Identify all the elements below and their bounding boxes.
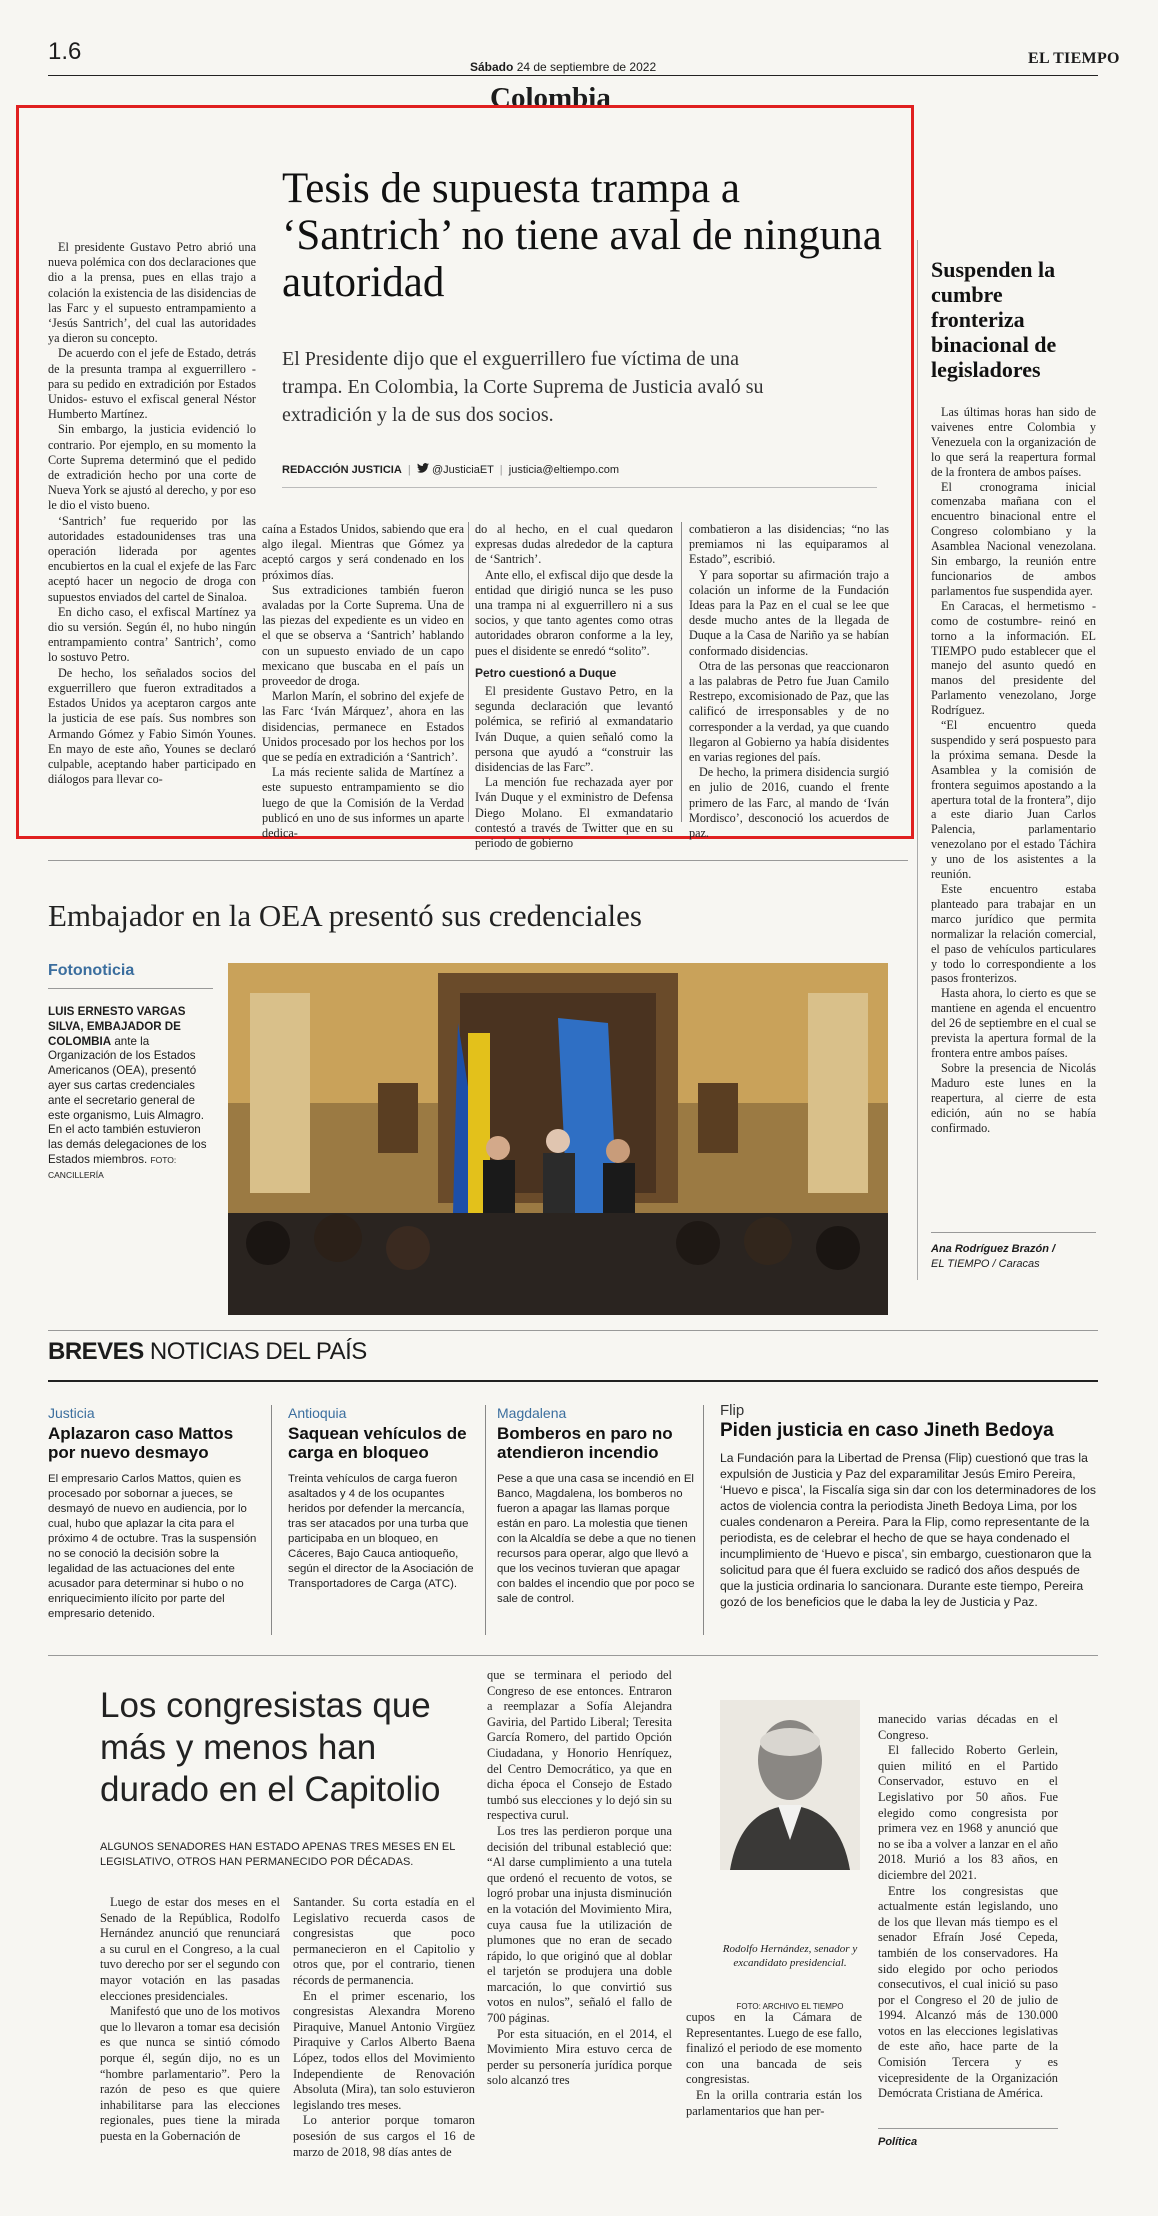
paragraph: En Caracas, el hermetismo -como de costumbre- reinó en torno a la información. EL TIEMPO pudo establecer que el manejo del asunto quedó en manos del presidente del Parlamento venezolano, Jorge Rodríguez.: [931, 598, 1096, 718]
paragraph: El fallecido Roberto Gerlein, quien militó en el Partido Conservador, estuvo en el Legislativo por 50 años. Fue elegido como congresista por primera vez en 1968 y anunció que no se iba a volver a lanzar en el año 2018. Murió a los 83 años, en diciembre del 2021.: [878, 1743, 1058, 1882]
breve-kicker: Justicia: [48, 1405, 95, 1421]
kicker-rule: [48, 988, 213, 989]
main-col-3: [475, 522, 673, 851]
photo-story-rule: [48, 860, 908, 861]
breve-title: Piden justicia en caso Jineth Bedoya: [720, 1420, 1054, 1441]
congress-headline: Los congresistas que más y menos han durado en el Capitolio: [100, 1686, 441, 1809]
twitter-link[interactable]: @JusticiaET: [431, 464, 494, 476]
photo-story-headline: Embajador en la OEA presentó sus credenciales: [48, 898, 642, 933]
paragraph: “El encuentro queda suspendido y será pospuesto para la próxima semana. Desde la Asamblea y la comisión de frontera seguimos apostando a la apertura total de la frontera”, dijo a este diario Juan Carlos Palencia, parlamentario venezolano por el estado Táchira y uno de los asistentes a la reunión.: [931, 718, 1096, 882]
paragraph: En la orilla contraria están los parlamentarios que han per-: [686, 2087, 862, 2118]
paragraph: En el primer escenario, los congresistas Alexandra Moreno Piraquive, Manuel Antonio Virgüez Piraquive y Carlos Alberto Baena López, todos ellos del Movimiento Independiente de Renovación Absoluta (Mira), tan solo estuvieron legislando tres meses.: [293, 1988, 475, 2112]
breve-kicker: Flip: [720, 1402, 745, 1419]
page-number: 1.6: [48, 38, 82, 65]
paragraph: Sus extradiciones también fueron avaladas por la Corte Suprema. Una de las piezas del expediente es un video en el que se observa a ‘Santrich’ hablando con un supuesto enviado de un capo mexicano que buscaba en el país un proveedor de droga.: [262, 582, 464, 689]
paragraph: Manifestó que uno de los motivos que lo llevaron a tomar esa decisión es que nunca se sintió cómodo porque él, según dijo, no es un “hombre parlamentario”. Pero la razón de peso es que quiere inhabilitarse para las elecciones regionales, pues tiene la mirada puesta en la Gobernación de: [100, 2004, 280, 2143]
main-col-4: [689, 522, 889, 841]
breve-item: [497, 1405, 697, 1607]
header-rule: [48, 75, 1098, 76]
byline: REDACCIÓN JUSTICIA: [282, 464, 402, 476]
paragraph: El presidente Gustavo Petro, en la segunda declaración que levantó polémica, se refirió al exmandatario Iván Duque, a quien señaló como la persona que ayudó a “construir las disidencias de las Farc”.: [475, 684, 673, 775]
breves-top-rule: [48, 1330, 1098, 1331]
side-author-rule: [931, 1232, 1096, 1233]
paragraph: Sin embargo, la justicia evidenció lo contrario. Por ejemplo, en su momento la Corte Suprema determinó que el pedido de extradición hecho por una corte de Nueva York se ajustó al derecho, y por eso le dio el visto bueno.: [48, 422, 256, 513]
breves-title-bold: BREVES: [48, 1338, 144, 1365]
paragraph: Santander. Su corta estadía en el Legislativo recuerda casos de congresistas que poco permanecieron en el Capitolio y otros que, por el contrario, tienen récords de permanencia.: [293, 1895, 475, 1987]
paragraph: De acuerdo con el jefe de Estado, detrás de la presunta trampa al exguerrillero -para su pedido en extradición por Estados Unidos- estuvo el exfiscal general Néstor Humberto Martínez.: [48, 346, 256, 422]
date-text: 24 de septiembre de 2022: [516, 60, 657, 74]
email-link[interactable]: justicia@eltiempo.com: [508, 464, 619, 476]
photo-caption: [48, 1005, 213, 1183]
section-title: Colombia: [490, 82, 611, 114]
paragraph: Luego de estar dos meses en el Senado de la República, Rodolfo Hernández anunció que renunciará a su curul en el Congreso, a la cual tuvo derecho por ser el segundo con mayor votación en las pasadas elecciones presidenciales.: [100, 1895, 280, 2003]
breve-divider: [271, 1405, 272, 1635]
paragraph: Por esta situación, en el 2014, el Movimiento Mira estuvo cerca de perder su personería jurídica porque solo alcanzó tres: [487, 2026, 672, 2088]
paragraph: caína a Estados Unidos, sabiendo que era algo ilegal. Mientras que Gómez ya aceptó cargos y será condenado en los próximos días.: [262, 522, 464, 582]
breve-kicker: Magdalena: [497, 1405, 567, 1421]
congress-col-3: [487, 1668, 672, 2089]
paragraph: La mención fue rechazada ayer por Iván Duque y el exministro de Defensa Diego Molano. El exmandatario contestó a través de Twitter que en su periodo de gobierno: [475, 775, 673, 851]
paragraph: El cronograma inicial comenzaba mañana con el encuentro binacional entre el Congreso colombiano y la Asamblea Nacional venezolana. Sin embargo, la reunión entre funcionarios de ambos parlamentos fue suspendida ayer.: [931, 479, 1096, 598]
paragraph: Sobre la presencia de Nicolás Maduro este lunes en la reapertura, al cierre de esta edición, aún no se había confirmado.: [931, 1060, 1096, 1135]
breve-divider: [485, 1405, 486, 1635]
breve-item: [288, 1405, 478, 1592]
paragraph: De hecho, la primera disidencia surgió en julio de 2016, cuando el frente primero de las Farc, al mando de ‘Iván Mordisco’, desconoció los acuerdos de paz.: [689, 765, 889, 841]
congress-col-5: [878, 1712, 1058, 2102]
breve-text: El empresario Carlos Mattos, quien es procesado por sobornar a jueces, se desmayó de nuevo en audiencia, por lo cual, hubo que aplazar la cita para el próximo 4 de octubre. Tras la suspensión no se conoció la decisión sobre la legalidad de las actuaciones del ente acusador para determinar si hubo o no enriquecimiento ilícito por parte del empresario detenido.: [48, 1473, 257, 1620]
breve-item-featured: [720, 1402, 1098, 1610]
byline-separator: |: [496, 464, 506, 476]
portrait-illustration: [720, 1700, 860, 1870]
paragraph: Entre los congresistas que actualmente están legislando, uno de los que llevan más tiempo es el senador Efraín José Cepeda, también de los conservadores. Ha sido elegido por ocho periodos consecutivos, el cual inició su paso por el Congreso el 20 de julio de 1994. Alcanzó más de 130.000 votos en las elecciones legislativas de este año, hace parte de la Comisión Tercera y es vicepresidente de la Organización Demócrata Cristiana de América.: [878, 1883, 1058, 2101]
main-col-2: [262, 522, 464, 841]
oas-photo-illustration: [228, 963, 888, 1315]
main-col-1: [48, 240, 256, 787]
breve-text: La Fundación para la Libertad de Prensa (Flip) cuestionó que tras la expulsión de Justicia y Paz del exparamilitar Jesús Emiro Pereira, ‘Huevo e pisca’, la Fiscalía siga sin dar con los determinadores de los actos de violencia contra la periodista Jineth Bedoya Lima, por los cuales condenaron a Pereira. Para la Flip, como representante de la periodista, es de celebrar el hecho de que se haya condenado el incumplimiento de ‘Huevo e pisca’, sin embargo, cuestionaron que la solicitud para que él fuera excluido se radicó dos años después de que la justicia ordinaria lo sancionara. Durante este tiempo, Pereira gozó de los beneficios que le daba la ley de Justicia y Paz.: [720, 1451, 1096, 1609]
breve-text: Pese a que una casa se incendió en El Banco, Magdalena, los bomberos no fueron a apagar las llamas porque están en paro. La molestia que tienen con la Alcaldía se debe a que no tienen recursos para operar, algo que llevó a que los vecinos tuvieran que apagar con baldes el incendio que por poco se sale de control.: [497, 1473, 696, 1605]
paragraph: En dicho caso, el exfiscal Martínez ya dio su versión. Según él, no hubo ningún entrampamiento contra’ Santrich’, como lo sostuvo Petro.: [48, 604, 256, 665]
oas-photo: [228, 963, 888, 1315]
congress-col-4: [686, 2010, 862, 2119]
main-headline: Tesis de supuesta trampa a ‘Santrich’ no tiene aval de ninguna autoridad: [282, 165, 882, 306]
breves-title-rest: NOTICIAS DEL PAÍS: [149, 1338, 367, 1365]
paragraph: que se terminara el periodo del Congreso de ese entonces. Entraron a reemplazar a Sofía Alejandra Gaviria, del Partido Liberal; Teresita García Romero, del partido Opción Ciudadana, y Honorio Henríquez, del Centro Democrático, ya que en dicha época el Consejo de Estado tumbó sus elecciones y lo dejó sin su respectiva curul.: [487, 1668, 672, 1823]
breve-item: [48, 1405, 258, 1622]
breve-divider: [703, 1405, 704, 1635]
paragraph: Los tres las perdieron porque una decisión del tribunal estableció que: “Al darse cumplimiento a una tutela que ordenó el recuento de votos, se logró probar una injusta disminución en la votación del Movimiento Mira, cuya causa fue la utilización de plumones que no eran de secado rápido, lo que originó que al doblar el tarjetón se produjera una doble marcación, lo que convirtió sus votos en nulos”, señaló el fallo de 700 páginas.: [487, 1823, 672, 2026]
breve-kicker: Antioquia: [288, 1405, 347, 1421]
paragraph: manecido varias décadas en el Congreso.: [878, 1712, 1058, 1742]
caption-text: ante la Organización de los Estados Americanos (OEA), presentó ayer sus cartas credenciales ante el secretario general de este organismo, Luis Almagro. En el acto también estuvieron las demás delegaciones de los Estados miembros.: [48, 1034, 207, 1166]
paragraph: Hasta ahora, lo cierto es que se mantiene en agenda el encuentro del 26 de septiembre en el cual se prevista la apertura formal de la frontera entre ambos países.: [931, 986, 1096, 1060]
paragraph: La más reciente salida de Martínez a este supuesto entrampamiento se dio luego de que la Comisión de la Verdad publicó en uno de sus informes un aparte dedica-: [262, 765, 464, 841]
hernandez-photo: [720, 1700, 860, 1870]
caption-bold: LUIS ERNESTO VARGAS SILVA, EMBAJADOR DE COLOMBIA: [48, 1005, 186, 1048]
breve-title: Bomberos en paro no atendieron incendio: [497, 1424, 673, 1462]
paragraph: Ante ello, el exfiscal dijo que desde la entidad que dirigió nunca se les puso una trampa ni al exguerrillero ni a sus socios, y que tanto agentes como otras autoridades obraron conforme a la ley, pues el disidente se enredó “solito”.: [475, 567, 673, 658]
photo-kicker: Fotonoticia: [48, 962, 135, 979]
paragraph: Y para soportar su afirmación trajo a colación un informe de la Fundación Ideas para la Paz en el cual se lee que desde mucho antes de la llegada de Duque a la Casa de Nariño ya se habían conformado disidencias.: [689, 567, 889, 658]
breves-header: [48, 1338, 367, 1366]
page-date: [470, 60, 656, 74]
paragraph: cupos en la Cámara de Representantes. Luego de ese fallo, finalizó el periodo de ese momento con una bancada de seis congresistas.: [686, 2010, 862, 2087]
column-divider: [468, 522, 469, 822]
main-deck: El Presidente dijo que el exguerrillero fue víctima de una trampa. En Colombia, la Corte Suprema de Justicia avaló su extradición y la de sus dos socios.: [282, 348, 764, 426]
paragraph: combatieron a las disidencias; “no las premiamos ni las equiparamos al Estado”, escribió.: [689, 522, 889, 567]
paragraph: Otra de las personas que reaccionaron a las palabras de Petro fue Juan Camilo Restrepo, excomisionado de Paz, que las calificó de irresponsables y de no corresponder a la verdad, ya que cuando llegaron al Gobierno ya había disidentes en varias regiones del país.: [689, 658, 889, 765]
side-divider: [917, 240, 918, 1280]
paragraph: El presidente Gustavo Petro abrió una nueva polémica con dos declaraciones que dio a la prensa, pues en ellas trajo a colación la existencia de las disidencias de las Farc y el supuesto entrampamiento a ‘Jesús Santrich’, del cual las autoridades ya dieron su concepto.: [48, 240, 256, 346]
paragraph: Marlon Marín, el sobrino del exjefe de las Farc ‘Iván Márquez’, ahora en las disidencias, permanece en Estados Unidos procesado por los hechos por los que se pedía en extradición a ‘Santrich’.: [262, 689, 464, 765]
column-divider: [681, 522, 682, 822]
congress-top-rule: [48, 1655, 1098, 1656]
subhead: Petro cuestionó a Duque: [475, 665, 617, 680]
photo-credit: FOTO: ARCHIVO EL TIEMPO: [736, 2002, 844, 2011]
congress-col-2: [293, 1895, 475, 2160]
paragraph: Lo anterior porque tomaron posesión de sus cargos el 16 de marzo de 2018, 98 días antes de: [293, 2113, 475, 2159]
photo-caption: Rodolfo Hernández, senador y excandidato presidencial.: [722, 1943, 858, 1969]
side-body: [931, 405, 1096, 1135]
paragraph: do al hecho, en el cual quedaron expresas dudas alrededor de la captura de ‘Santrich’.: [475, 522, 673, 567]
caption-credit: FOTO: CANCILLERÍA: [48, 1154, 177, 1180]
breve-text: Treinta vehículos de carga fueron asaltados y 4 de los ocupantes heridos por defender la mercancía, tras ser atacados por una turba que participaba en un bloqueo, en Cáceres, Bajo Cauca antioqueño, según el director de la Asociación de Transportadores de Carga (ATC).: [288, 1473, 474, 1590]
byline-row: [282, 463, 619, 476]
paragraph: Este encuentro estaba planteado para trabajar en un marco jurídico que permita normalizar la relación comercial, el paso de vehículos particulares y todo lo correspondiente a los pasos fronterizos.: [931, 882, 1096, 986]
congress-author-rule: [878, 2128, 1058, 2129]
paragraph: De hecho, los señalados socios del exguerrillero que fueron extraditados a Estados Unidos ya aceptaron cargos ante la justicia de ese país. Sus nombres son Armando Gómez y Fabio Simón Younes. En mayo de este año, Younes se declaró culpable, aceptando haber participado en diálogos para llevar co-: [48, 665, 256, 787]
congress-col-1: [100, 1895, 280, 2145]
byline-rule: [282, 487, 877, 488]
paragraph: Las últimas horas han sido de vaivenes entre Colombia y Venezuela con la organización de lo que será la reapertura formal de la frontera de ambos países.: [931, 405, 1096, 479]
congress-deck: ALGUNOS SENADORES HAN ESTADO APENAS TRES MESES EN EL LEGISLATIVO, OTROS HAN PERMANECIDO POR DÉCADAS.: [100, 1841, 455, 1868]
brand-logo: EL TIEMPO: [1028, 50, 1120, 67]
byline-separator: |: [404, 464, 414, 476]
congress-author: Política: [878, 2136, 918, 2148]
breve-title: Saquean vehículos de carga en bloqueo: [288, 1424, 467, 1462]
twitter-icon: [417, 464, 432, 476]
side-author-outlet: EL TIEMPO / Caracas: [931, 1258, 1040, 1270]
side-author: Ana Rodríguez Brazón /: [931, 1243, 1056, 1255]
paragraph: ‘Santrich’ fue requerido por las autoridades estadounidenses tras una operación liderada por agentes encubiertos en la cual el exjefe de las Farc aceptó hacer un negocio de droga con supuestos enviados del cartel de Sinaloa.: [48, 513, 256, 604]
breve-title: Aplazaron caso Mattos por nuevo desmayo: [48, 1424, 234, 1462]
date-label: Sábado: [470, 60, 514, 74]
breves-rule: [48, 1380, 1098, 1382]
side-headline: Suspenden la cumbre fronteriza binacional de legisladores: [931, 257, 1057, 382]
